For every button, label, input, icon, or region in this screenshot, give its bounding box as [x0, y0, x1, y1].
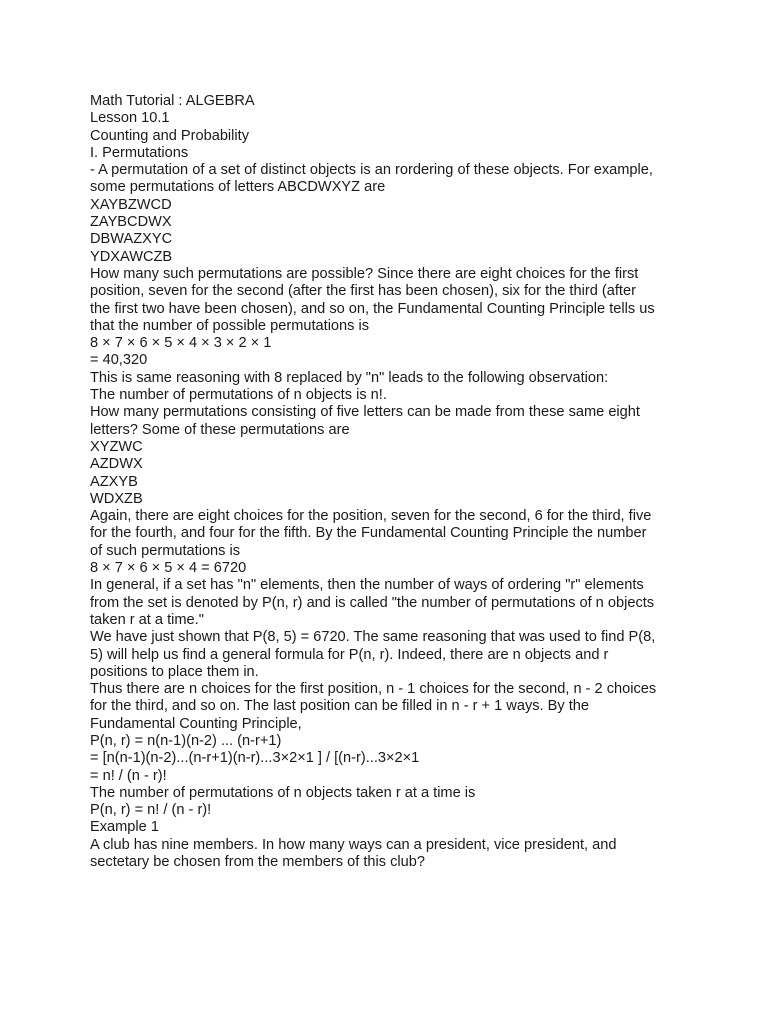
text-line: How many permutations consisting of five letters can be made from these same eight: [90, 404, 640, 421]
formula-line: P(n, r) = n! / (n - r)!: [90, 802, 212, 819]
text-line: sectetary be chosen from the members of this club?: [90, 854, 426, 871]
text-line: - A permutation of a set of distinct objects is an rordering of these objects. For example,: [90, 162, 653, 179]
text-line: Again, there are eight choices for the position, seven for the second, 6 for the third, five: [90, 508, 652, 525]
lesson-title: Counting and Probability: [90, 127, 250, 144]
example-permutation: AZDWX: [90, 456, 143, 473]
text-line: We have just shown that P(8, 5) = 6720. The same reasoning that was used to find P(8,: [90, 629, 656, 646]
example-permutation: AZXYB: [90, 473, 138, 490]
formula-line: P(n, r) = n(n-1)(n-2) ... (n-r+1): [90, 732, 282, 749]
formula-line: 8 × 7 × 6 × 5 × 4 = 6720: [90, 560, 247, 577]
text-line: This is same reasoning with 8 replaced by "n" leads to the following observation:: [90, 369, 609, 386]
text-line: 5) will help us find a general formula for P(n, r). Indeed, there are n objects and r: [90, 646, 609, 663]
text-line: taken r at a time.": [90, 611, 204, 628]
document-page: [90, 93, 690, 871]
text-line: position, seven for the second (after the first has been chosen), six for the third (after: [90, 283, 636, 300]
lesson-number: Lesson 10.1: [90, 110, 170, 127]
formula-line: = n! / (n - r)!: [90, 767, 167, 784]
example-heading: Example 1: [90, 819, 159, 836]
text-line: for the fourth, and four for the fifth. By the Fundamental Counting Principle the number: [90, 525, 647, 542]
text-line: of such permutations is: [90, 542, 241, 559]
text-line: for the third, and so on. The last position can be filled in n - r + 1 ways. By the: [90, 698, 590, 715]
text-line: the first two have been chosen), and so on, the Fundamental Counting Principle tells us: [90, 300, 655, 317]
example-permutation: XAYBZWCD: [90, 196, 172, 213]
text-line: The number of permutations of n objects taken r at a time is: [90, 784, 476, 801]
example-permutation: ZAYBCDWX: [90, 214, 172, 231]
text-line: In general, if a set has "n" elements, then the number of ways of ordering "r" elements: [90, 577, 644, 594]
example-permutation: DBWAZXYC: [90, 231, 173, 248]
text-line: Thus there are n choices for the first position, n - 1 choices for the second, n - 2 choices: [90, 681, 657, 698]
example-permutation: WDXZB: [90, 490, 143, 507]
formula-line: = [n(n-1)(n-2)...(n-r+1)(n-r)...3×2×1 ] / [(n-r)...3×2×1: [90, 750, 420, 767]
text-line: The number of permutations of n objects is n!.: [90, 387, 387, 404]
formula-line: = 40,320: [90, 352, 148, 369]
section-heading: I. Permutations: [90, 144, 189, 161]
example-permutation: XYZWC: [90, 438, 143, 455]
doc-title: Math Tutorial : ALGEBRA: [90, 93, 255, 109]
text-line: some permutations of letters ABCDWXYZ are: [90, 179, 386, 196]
text-line: that the number of possible permutations is: [90, 317, 370, 334]
text-line: How many such permutations are possible? Since there are eight choices for the first: [90, 265, 639, 282]
text-line: Fundamental Counting Principle,: [90, 715, 302, 732]
text-line: A club has nine members. In how many ways can a president, vice president, and: [90, 836, 617, 853]
example-permutation: YDXAWCZB: [90, 248, 173, 265]
text-line: positions to place them in.: [90, 663, 259, 680]
text-line: letters? Some of these permutations are: [90, 421, 350, 438]
formula-line: 8 × 7 × 6 × 5 × 4 × 3 × 2 × 1: [90, 335, 272, 352]
text-line: from the set is denoted by P(n, r) and is called "the number of permutations of n objects: [90, 594, 655, 611]
